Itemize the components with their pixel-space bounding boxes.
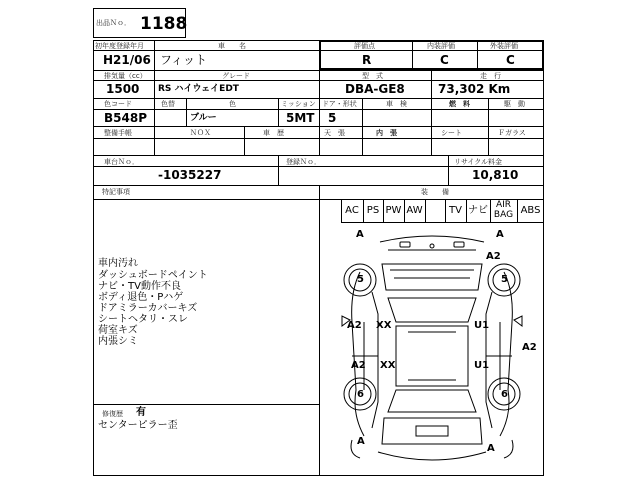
mileage-value: 73,302 Km (438, 82, 511, 96)
ext-label: 外装評価 (490, 42, 518, 50)
disp-label: 排気量（cc） (104, 72, 147, 80)
recycle-label: リサイクル料金 (454, 158, 503, 166)
equip-airbag: AIR BAG (493, 200, 514, 220)
listing-label: 出品Ｎｏ． (96, 19, 131, 27)
listing-number: 1188 (140, 14, 188, 34)
damage-mark: 6 (357, 389, 364, 400)
recycle-value: 10,810 (472, 168, 519, 182)
mileage-label: 走 行 (480, 72, 501, 80)
score-value: R (362, 53, 372, 67)
color-code-label: 色コード (104, 100, 132, 108)
damage-mark: A2 (522, 342, 537, 353)
damage-mark: 5 (357, 274, 364, 285)
reg-value: H21/06 (103, 53, 151, 67)
equip-ac: AC (345, 205, 359, 216)
ext-value: C (506, 53, 515, 67)
nox-label: ＮＯＸ (190, 129, 211, 137)
note-1: 車内汚れ (98, 258, 138, 269)
score-label: 評価点 (354, 42, 375, 50)
int-value: C (440, 53, 449, 67)
interior-label: 内 張 (376, 129, 397, 137)
note-7: 荷室キズ (98, 325, 138, 336)
damage-mark: XX (376, 320, 392, 331)
glass-label: Ｆガラス (498, 129, 526, 137)
repair-label: 修復歴 (102, 410, 123, 418)
grade-value: RS ハイウェイEDT (158, 84, 239, 94)
int-label: 内装評価 (427, 42, 455, 50)
chassis-label: 車台Ｎｏ． (104, 158, 139, 166)
color-label: 色 (229, 100, 236, 108)
history-label: 車 歴 (263, 129, 284, 137)
name-label: 車 名 (218, 42, 246, 50)
damage-mark: 5 (501, 274, 508, 285)
roof-label: 天 張 (324, 129, 345, 137)
damage-mark: A2 (486, 251, 501, 262)
trans-value: 5MT (286, 111, 315, 125)
note-3: ナビ・TV動作不良 (98, 281, 181, 292)
equipment-label: 装 備 (421, 188, 449, 196)
model-value: DBA-GE8 (345, 82, 405, 96)
equip-abs: ABS (520, 205, 541, 216)
damage-mark: A (487, 443, 495, 454)
damage-mark: A (356, 229, 364, 240)
damage-mark: A2 (347, 320, 362, 331)
repair-note: センターピラー歪 (98, 420, 178, 431)
inspection-label: 車 検 (386, 100, 407, 108)
fuel-label: 燃 料 (449, 100, 470, 108)
note-2: ダッシュボードペイント (98, 270, 208, 281)
features-label: 特記事項 (102, 188, 130, 196)
disp-value: 1500 (106, 82, 140, 96)
equip-navi: ナビ (468, 205, 488, 216)
damage-mark: A (496, 229, 504, 240)
reg-no-label: 登録Ｎｏ． (286, 158, 321, 166)
repair-value: 有 (136, 407, 146, 418)
equip-pw: PW (385, 205, 402, 216)
equip-ps: PS (366, 205, 380, 216)
car-diagram (320, 222, 544, 476)
equip-tv: TV (449, 205, 462, 216)
damage-mark: 6 (501, 389, 508, 400)
damage-mark: XX (380, 360, 396, 371)
damage-mark: U1 (474, 320, 490, 331)
model-label: 型 式 (362, 72, 383, 80)
reg-label: 初年度登録年月 (95, 42, 144, 50)
color-value: ブルー (190, 113, 217, 123)
manual-label: 整備手帳 (104, 129, 132, 137)
color-type-label: 色替 (161, 100, 175, 108)
equip-aw: AW (406, 205, 423, 216)
note-4: ボディ退色・Pハゲ (98, 292, 184, 303)
grade-label: グレード (222, 72, 250, 80)
damage-mark: U1 (474, 360, 490, 371)
seat-label: シート (441, 129, 462, 137)
trans-label: ミッション (281, 100, 316, 108)
doors-label: ドア・形状 (322, 100, 357, 108)
note-5: ドアミラーカバーキズ (98, 303, 198, 314)
chassis-value: -1035227 (158, 168, 222, 182)
drive-label: 駆 動 (504, 100, 525, 108)
damage-mark: A (357, 436, 365, 447)
damage-mark: A2 (351, 360, 366, 371)
color-code-value: B548P (104, 111, 147, 125)
note-8: 内張シミ (98, 336, 138, 347)
name-value: フィット (160, 53, 208, 67)
doors-value: 5 (328, 111, 337, 125)
note-6: シートヘタリ・スレ (98, 314, 188, 325)
